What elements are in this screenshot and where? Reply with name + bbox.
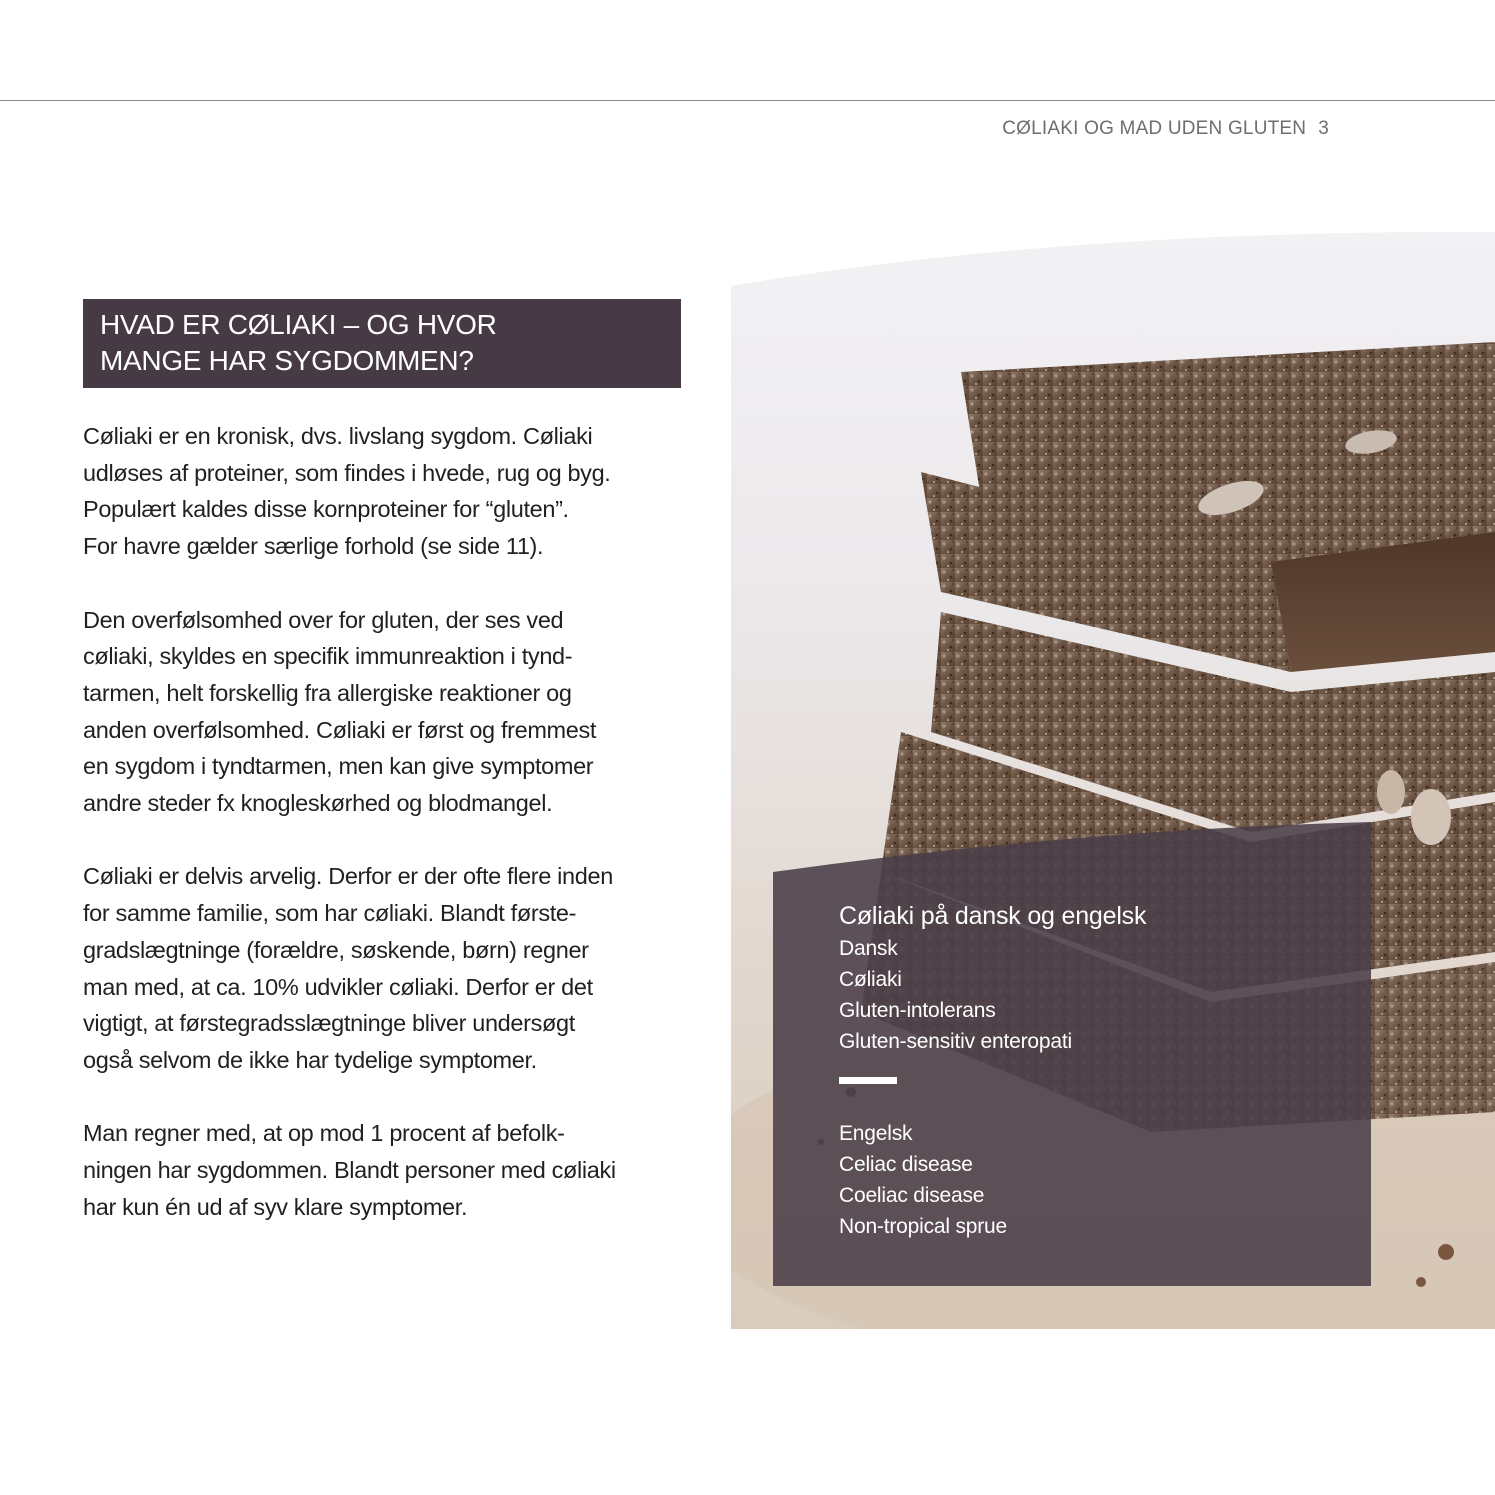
danish-term: Cøliaki (839, 968, 902, 991)
text-line: Den overfølsomhed over for gluten, der ses ved (83, 606, 564, 633)
section-heading (83, 299, 681, 388)
running-header (1002, 118, 1329, 140)
english-term: Coeliac disease (839, 1184, 985, 1207)
text-line: andre steder fx knogleskørhed og blodmangel. (83, 790, 553, 817)
paragraph (83, 1115, 683, 1225)
body-text (83, 418, 683, 1262)
text-line: ningen har sygdommen. Blandt personer med cøliaki (83, 1157, 616, 1184)
infobox-title: Cøliaki på dansk og engelsk (839, 902, 1147, 930)
english-label: Engelsk (839, 1122, 913, 1145)
text-line: tarmen, helt forskellig fra allergiske reaktioner og (83, 679, 572, 706)
text-line: For havre gælder særlige forhold (se side 11). (83, 533, 544, 560)
text-line: en sygdom i tyndtarmen, men kan give symptomer (83, 753, 594, 780)
page-number: 3 (1318, 118, 1329, 139)
text-line: cøliaki, skyldes en specifik immunreaktion i tynd- (83, 643, 573, 670)
danish-label: Dansk (839, 937, 898, 960)
text-line: udløses af proteiner, som findes i hvede, rug og byg. (83, 459, 611, 486)
running-header-title: CØLIAKI OG MAD UDEN GLUTEN (1002, 118, 1307, 139)
heading-line: MANGE HAR SYGDOMMEN? (100, 345, 474, 376)
header-rule (0, 100, 1495, 101)
danish-term: Gluten-sensitiv enteropati (839, 1030, 1072, 1053)
paragraph (83, 418, 683, 565)
text-line: vigtigt, at førstegradsslægtninge bliver undersøgt (83, 1010, 575, 1037)
heading-line: HVAD ER CØLIAKI – OG HVOR (100, 309, 497, 340)
english-term: Non-tropical sprue (839, 1215, 1007, 1238)
text-line: Man regner med, at op mod 1 procent af befolk- (83, 1120, 565, 1147)
text-line: Cøliaki er en kronisk, dvs. livslang sygdom. Cøliaki (83, 423, 593, 449)
text-line: gradslægtninge (forældre, søskende, børn) regner (83, 936, 589, 963)
paragraph (83, 602, 683, 822)
infobox-divider (839, 1077, 897, 1084)
text-line: man med, at ca. 10% udvikler cøliaki. Derfor er det (83, 973, 593, 1000)
text-line: for samme familie, som har cøliaki. Blandt første- (83, 900, 577, 927)
terminology-content (839, 899, 1339, 1242)
text-line: har kun én ud af syv klare symptomer. (83, 1193, 468, 1220)
danish-term: Gluten-intolerans (839, 999, 996, 1022)
text-line: Cøliaki er delvis arvelig. Derfor er der ofte flere inden (83, 863, 613, 890)
text-line: anden overfølsomhed. Cøliaki er først og fremmest (83, 716, 597, 743)
text-line: også selvom de ikke har tydelige symptomer. (83, 1046, 537, 1073)
text-line: Populært kaldes disse kornproteiner for “gluten”. (83, 496, 569, 523)
paragraph (83, 858, 683, 1078)
terminology-box (773, 822, 1371, 1286)
english-term: Celiac disease (839, 1153, 973, 1176)
